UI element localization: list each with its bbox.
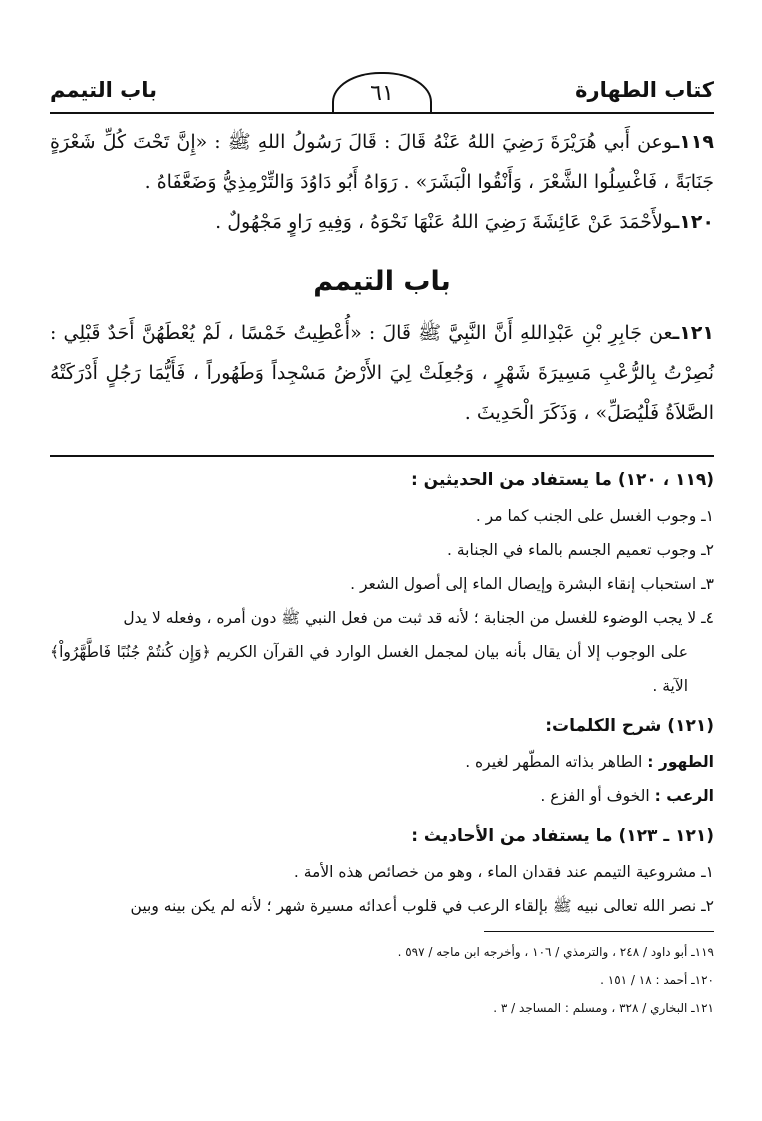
- benefit-item: ١ـ وجوب الغسل على الجنب كما مر .: [475, 507, 714, 525]
- benefit-item: ٤ـ لا يجب الوضوء للغسل من الجنابة ؛ لأنه قد ثبت من فعل النبي ﷺ دون أمره ، وفعله لا يدل: [123, 609, 714, 627]
- hadith-text: وعن أَبي هُرَيْرَةَ رَضِيَ اللهُ عَنْهُ قَالَ : قَالَ رَسُولُ اللهِ ﷺ : «إِنَّ تَحْتَ كُلِّ شَعْرَةٍ جَنَابَةً ، فَاغْسِلُوا الشَّعْرَ ، وَأَنْقُوا الْبَشَرَ» . رَوَاهُ أَبُو دَاوُدَ وَالتِّرْمِذِيُّ وَضَعَّفَاهُ .: [50, 131, 714, 193]
- hadith-119: [50, 122, 714, 202]
- glossary-term: الطهور :: [647, 753, 714, 771]
- section-title: باب التيمم: [313, 266, 451, 297]
- book-title: كتاب الطهارة: [575, 78, 714, 102]
- benefit-item: ٢ـ نصر الله تعالى نبيه ﷺ بإلقاء الرعب في قلوب أعدائه مسيرة شهر ؛ لأنه لم يكن بينه وبين: [130, 897, 714, 915]
- glossary-entry: [50, 779, 714, 813]
- glossary-term: الرعب :: [654, 787, 714, 805]
- chapter-title: باب التيمم: [50, 78, 157, 102]
- benefits-title-119-120: (١١٩ ، ١٢٠) ما يستفاد من الحديثين :: [410, 470, 714, 490]
- page-header: [50, 72, 714, 114]
- footnote: ١٢١ـ البخاري / ٣٢٨ ، ومسلم : المساجد / ٣ .: [493, 1001, 714, 1015]
- hadith-text: عن جَابِرِ بْنِ عَبْدِاللهِ أَنَّ النَّبِيَّ ﷺ قَالَ : «أُعْطِيتُ خَمْسًا ، لَمْ يُعْطَهُنَّ أَحَدٌ قَبْلِي : نُصِرْتُ بِالرُّعْبِ مَسِيرَةَ شَهْرٍ ، وَجُعِلَتْ لِيَ الأَرْضُ مَسْجِداً وَطَهُوراً ، فَأَيُّمَا رَجُلٍ أَدْرَكَتْهُ الصَّلاَةُ فَلْيُصَلِّ» ، وَذَكَرَ الْحَدِيثَ .: [50, 322, 714, 424]
- page-number: ٦١: [332, 72, 432, 112]
- book-page: [50, 72, 714, 1022]
- glossary-entry: [50, 745, 714, 779]
- footnote: ١٢٠ـ أحمد : ١٨ / ١٥١ .: [600, 973, 714, 987]
- hadith-120: [50, 202, 714, 242]
- benefit-item-continuation: على الوجوب إلا أن يقال بأنه بيان لمجمل الغسل الوارد في القرآن الكريم ﴿وَإِن كُنتُمْ جُنُبًا فَاطَّهَّرُواْ﴾ الآية .: [50, 643, 688, 695]
- hadith-121: [50, 313, 714, 433]
- footnote: ١١٩ـ أبو داود / ٢٤٨ ، والترمذي / ١٠٦ ، وأخرجه ابن ماجه / ٥٩٧ .: [397, 945, 714, 959]
- hadith-number: ١١٩ـ: [672, 131, 714, 153]
- glossary-definition: الخوف أو الفزع .: [540, 787, 655, 805]
- hadith-text: ولأَحْمَدَ عَنْ عَائِشَةَ رَضِيَ اللهُ عَنْهَا نَحْوَهُ ، وَفِيهِ رَاوٍ مَجْهُولٌ .: [215, 211, 673, 233]
- divider: [50, 455, 714, 457]
- benefit-item: ١ـ مشروعية التيمم عند فقدان الماء ، وهو من خصائص هذه الأمة .: [293, 863, 714, 881]
- benefit-item: ٢ـ وجوب تعميم الجسم بالماء في الجنابة .: [447, 541, 714, 559]
- footnote-divider: [484, 931, 714, 932]
- hadith-number: ١٢٠ـ: [672, 211, 714, 233]
- benefits-title-121-123: (١٢١ ـ ١٢٣) ما يستفاد من الأحاديث :: [411, 826, 714, 846]
- hadith-number: ١٢١ـ: [672, 322, 714, 344]
- benefit-item: ٣ـ استحباب إنقاء البشرة وإيصال الماء إلى أصول الشعر .: [350, 575, 714, 593]
- glossary-definition: الطاهر بذاته المطّهر لغيره .: [465, 753, 648, 771]
- glossary-title-121: (١٢١) شرح الكلمات:: [545, 716, 714, 736]
